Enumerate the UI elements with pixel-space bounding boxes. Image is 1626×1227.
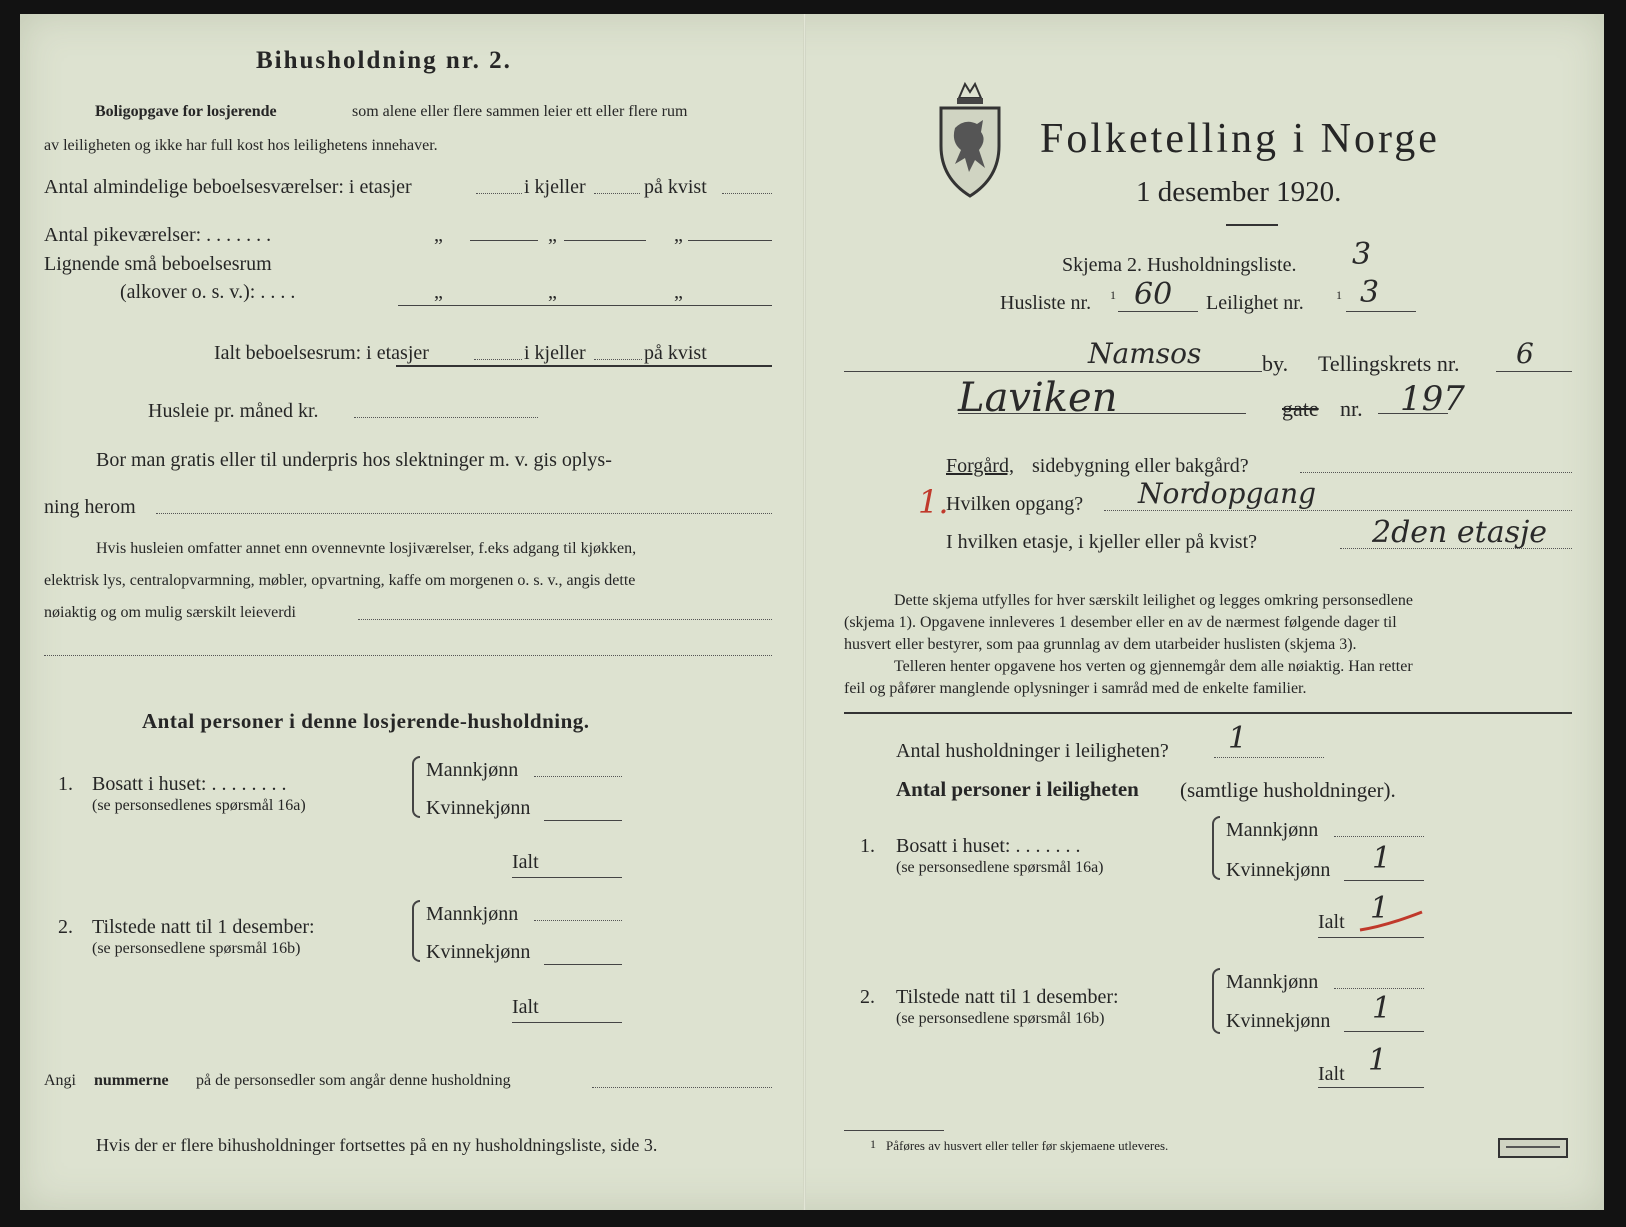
gratis-line2: ning herom: [44, 496, 136, 518]
rooms-label: Antal almindelige beboelsesværelser: i etasjer: [44, 176, 412, 198]
leilighet-label: Leilighet nr.: [1206, 292, 1304, 314]
alkover-label: (alkover o. s. v.): . . . .: [120, 281, 296, 303]
left-q1-brace: [412, 756, 420, 818]
leilighet-field: [1346, 311, 1416, 312]
left-q2-label: Tilstede natt til 1 desember:: [92, 916, 315, 938]
rooms-kvist-field: [722, 193, 772, 194]
ialt-rooms-label: Ialt beboelsesrum: i etasjer: [214, 342, 429, 364]
etasje-field: [1340, 548, 1572, 549]
right-q2-ialt-label: Ialt: [1318, 1063, 1345, 1085]
angi-rest: på de personsedler som angår denne husholdning: [196, 1072, 511, 1089]
right-persons-rest: (samtlige husholdninger).: [1180, 778, 1396, 802]
ialt-etasjer-field: [474, 359, 522, 360]
intro-line2: av leiligheten og ikke har full kost hos leilighetens innehaver.: [44, 137, 438, 154]
left-q2-mann-label: Mannkjønn: [426, 903, 519, 925]
rooms-kjeller-field: [594, 193, 640, 194]
rooms-etasjer-field: [476, 193, 522, 194]
left-q2-mann-field: [534, 920, 622, 921]
krets-label: Tellingskrets nr.: [1318, 351, 1460, 376]
by-value: Namsos: [1088, 337, 1202, 370]
right-divider: [844, 712, 1572, 714]
alkover-ditto-1: „: [434, 281, 443, 303]
forgard-field: [1300, 472, 1572, 473]
angi-pre: Angi: [44, 1072, 76, 1089]
ialt-kvist-label: på kvist: [644, 342, 707, 364]
left-title: Bihusholdning nr. 2.: [256, 47, 512, 74]
ialt-rooms-underline: [396, 365, 772, 367]
hush-label: Antal husholdninger i leiligheten?: [896, 740, 1169, 762]
leilighet-footnote-mark: 1: [1336, 288, 1342, 302]
right-q2-label: Tilstede natt til 1 desember:: [896, 986, 1119, 1008]
right-q2-mann-label: Mannkjønn: [1226, 971, 1319, 993]
angi-bold: nummerne: [94, 1072, 169, 1089]
husleie-field: [354, 417, 538, 418]
husliste-value: 60: [1134, 277, 1173, 312]
right-q1-mann-field: [1334, 836, 1424, 837]
right-q1-sub: (se personsedlene spørsmål 16a): [896, 859, 1104, 876]
right-q2-sub: (se personsedlene spørsmål 16b): [896, 1010, 1105, 1027]
skjema-label: Skjema 2. Husholdningsliste.: [1062, 254, 1297, 276]
left-persons-heading: Antal personer i denne losjerende-husholdning.: [142, 709, 590, 733]
husleie-label: Husleie pr. måned kr.: [148, 400, 319, 422]
right-q1-kvinne-label: Kvinnekjønn: [1226, 859, 1331, 881]
gratis-field: [156, 513, 772, 514]
right-q1-num: 1.: [860, 835, 875, 857]
alkover-underline: [398, 305, 772, 306]
gate-nr-field: [1378, 413, 1448, 414]
forgard-rest: sidebygning eller bakgård?: [1032, 455, 1249, 477]
coat-of-arms-icon: [935, 80, 1005, 200]
etasje-label: I hvilken etasje, i kjeller eller på kvist?: [946, 531, 1257, 553]
right-q2-mann-field: [1334, 988, 1424, 989]
krets-value: 6: [1516, 337, 1534, 370]
left-q2-sub: (se personsedlene spørsmål 16b): [92, 940, 301, 957]
husliste-field: [1118, 311, 1198, 312]
skjema-value: 3: [1352, 237, 1372, 272]
husliste-label: Husliste nr.: [1000, 292, 1092, 314]
left-q2-ialt-field: [512, 1022, 622, 1023]
footnote-rule: [844, 1130, 944, 1131]
left-q1-mann-field: [534, 776, 622, 777]
pike-ditto-2: „: [548, 224, 557, 246]
pike-label: Antal pikeværelser: . . . . . . .: [44, 224, 272, 246]
left-q2-ialt-label: Ialt: [512, 996, 539, 1018]
right-q2-kvinne-field: [1344, 1031, 1424, 1032]
gate-value: Laviken: [958, 375, 1118, 421]
by-label: by.: [1262, 351, 1289, 376]
right-q2-brace: [1212, 968, 1220, 1034]
forgard-option: Forgård,: [946, 455, 1014, 477]
hvis-line2: elektrisk lys, centralopvarmning, møbler, opvartning, kaffe om morgenen o. s. v., angis dette: [44, 572, 636, 589]
by-field: [844, 371, 1262, 372]
info-line5: feil og påfører manglende oplysninger i samråd med de enkelte familier.: [844, 680, 1307, 697]
alkover-ditto-3: „: [674, 281, 683, 303]
opgang-mark: 1.: [918, 483, 949, 521]
alkover-ditto-2: „: [548, 281, 557, 303]
right-q1-ialt-value: 1: [1370, 891, 1390, 926]
hush-value: 1: [1228, 721, 1248, 756]
left-q1-ialt-field: [512, 877, 622, 878]
right-q1-kvinne-field: [1344, 880, 1424, 881]
opgang-label: Hvilken opgang?: [946, 493, 1084, 515]
right-q1-mann-label: Mannkjønn: [1226, 819, 1319, 841]
right-q1-ialt-label: Ialt: [1318, 911, 1345, 933]
lignende-label: Lignende små beboelsesrum: [44, 253, 272, 275]
gate-field: [958, 413, 1246, 414]
opgang-value: Nordopgang: [1138, 477, 1317, 510]
gate-nr-value: 197: [1400, 379, 1465, 419]
info-line4: Telleren henter opgavene hos verten og gjennemgår dem alle nøiaktig. Han retter: [894, 658, 1413, 675]
red-check-mark-icon: [1356, 904, 1428, 936]
etasje-value: 2den etasje: [1372, 515, 1548, 550]
rooms-kjeller-label: i kjeller: [524, 176, 586, 198]
info-line1: Dette skjema utfylles for hver særskilt leilighet og legges omkring personsedlene: [894, 592, 1413, 609]
left-q1-kvinne-label: Kvinnekjønn: [426, 797, 531, 819]
footnote-mark: 1: [870, 1137, 876, 1151]
right-q2-ialt-value: 1: [1368, 1043, 1388, 1078]
right-q1-brace: [1212, 816, 1220, 880]
printer-stamp: [1498, 1138, 1568, 1158]
right-q2-num: 2.: [860, 986, 875, 1008]
right-q2-ialt-field: [1318, 1087, 1424, 1088]
intro-bold: Boligopgave for losjerende: [95, 103, 277, 120]
opgang-field: [1104, 510, 1572, 511]
left-q1-kvinne-field: [544, 820, 622, 821]
pike-field-2: [564, 240, 646, 241]
info-line3: husvert eller bestyrer, som paa grunnlag av dem utarbeider huslisten (skjema 3).: [844, 636, 1357, 653]
rooms-kvist-label: på kvist: [644, 176, 707, 198]
right-q1-kvinne-value: 1: [1372, 841, 1392, 876]
ialt-kjeller-label: i kjeller: [524, 342, 586, 364]
pike-field-1: [470, 240, 538, 241]
left-footer: Hvis der er flere bihusholdninger fortsettes på en ny husholdningsliste, side 3.: [96, 1135, 658, 1155]
intro-rest: som alene eller flere sammen leier ett eller flere rum: [352, 103, 688, 120]
hvis-line3: nøiaktig og om mulig særskilt leieverdi: [44, 604, 296, 621]
left-q1-label: Bosatt i huset: . . . . . . . .: [92, 773, 287, 795]
left-q2-kvinne-label: Kvinnekjønn: [426, 941, 531, 963]
right-title: Folketelling i Norge: [1040, 116, 1440, 162]
footnote-text: Påføres av husvert eller teller før skjemaene utleveres.: [886, 1138, 1169, 1153]
right-q1-ialt-field: [1318, 937, 1424, 938]
pike-ditto-3: „: [674, 224, 683, 246]
left-q1-sub: (se personsedlenes spørsmål 16a): [92, 797, 306, 814]
ialt-kjeller-field: [594, 359, 642, 360]
left-q2-brace: [412, 900, 420, 962]
right-q2-kvinne-label: Kvinnekjønn: [1226, 1010, 1331, 1032]
right-q1-label: Bosatt i huset: . . . . . . .: [896, 835, 1081, 857]
pike-ditto-1: „: [434, 224, 443, 246]
date-divider: [1226, 224, 1278, 226]
krets-field: [1496, 371, 1572, 372]
hvis-field-1: [358, 619, 772, 620]
left-q1-ialt-label: Ialt: [512, 851, 539, 873]
left-q2-num: 2.: [58, 916, 73, 938]
left-q2-kvinne-field: [544, 964, 622, 965]
right-q2-kvinne-value: 1: [1372, 991, 1392, 1026]
leilighet-value: 3: [1360, 275, 1380, 310]
left-q1-num: 1.: [58, 773, 73, 795]
info-line2: (skjema 1). Opgavene innleveres 1 desember eller en av de nærmest følgende dager til: [844, 614, 1397, 631]
hush-field: [1214, 757, 1324, 758]
hvis-field-2: [44, 655, 772, 656]
gate-label: gate: [1282, 396, 1319, 421]
pike-field-3: [688, 240, 772, 241]
left-q1-mann-label: Mannkjønn: [426, 759, 519, 781]
angi-field: [592, 1087, 772, 1088]
right-date: 1 desember 1920.: [1136, 176, 1342, 208]
right-persons-bold: Antal personer i leiligheten: [896, 777, 1139, 801]
page-fold: [803, 14, 806, 1210]
husliste-footnote-mark: 1: [1110, 288, 1116, 302]
gate-nr-label: nr.: [1340, 396, 1363, 421]
hvis-line1: Hvis husleien omfatter annet enn ovennevnte losjiværelser, f.eks adgang til kjøkken,: [96, 540, 637, 557]
gratis-line1: Bor man gratis eller til underpris hos slektninger m. v. gis oplys-: [96, 449, 612, 471]
